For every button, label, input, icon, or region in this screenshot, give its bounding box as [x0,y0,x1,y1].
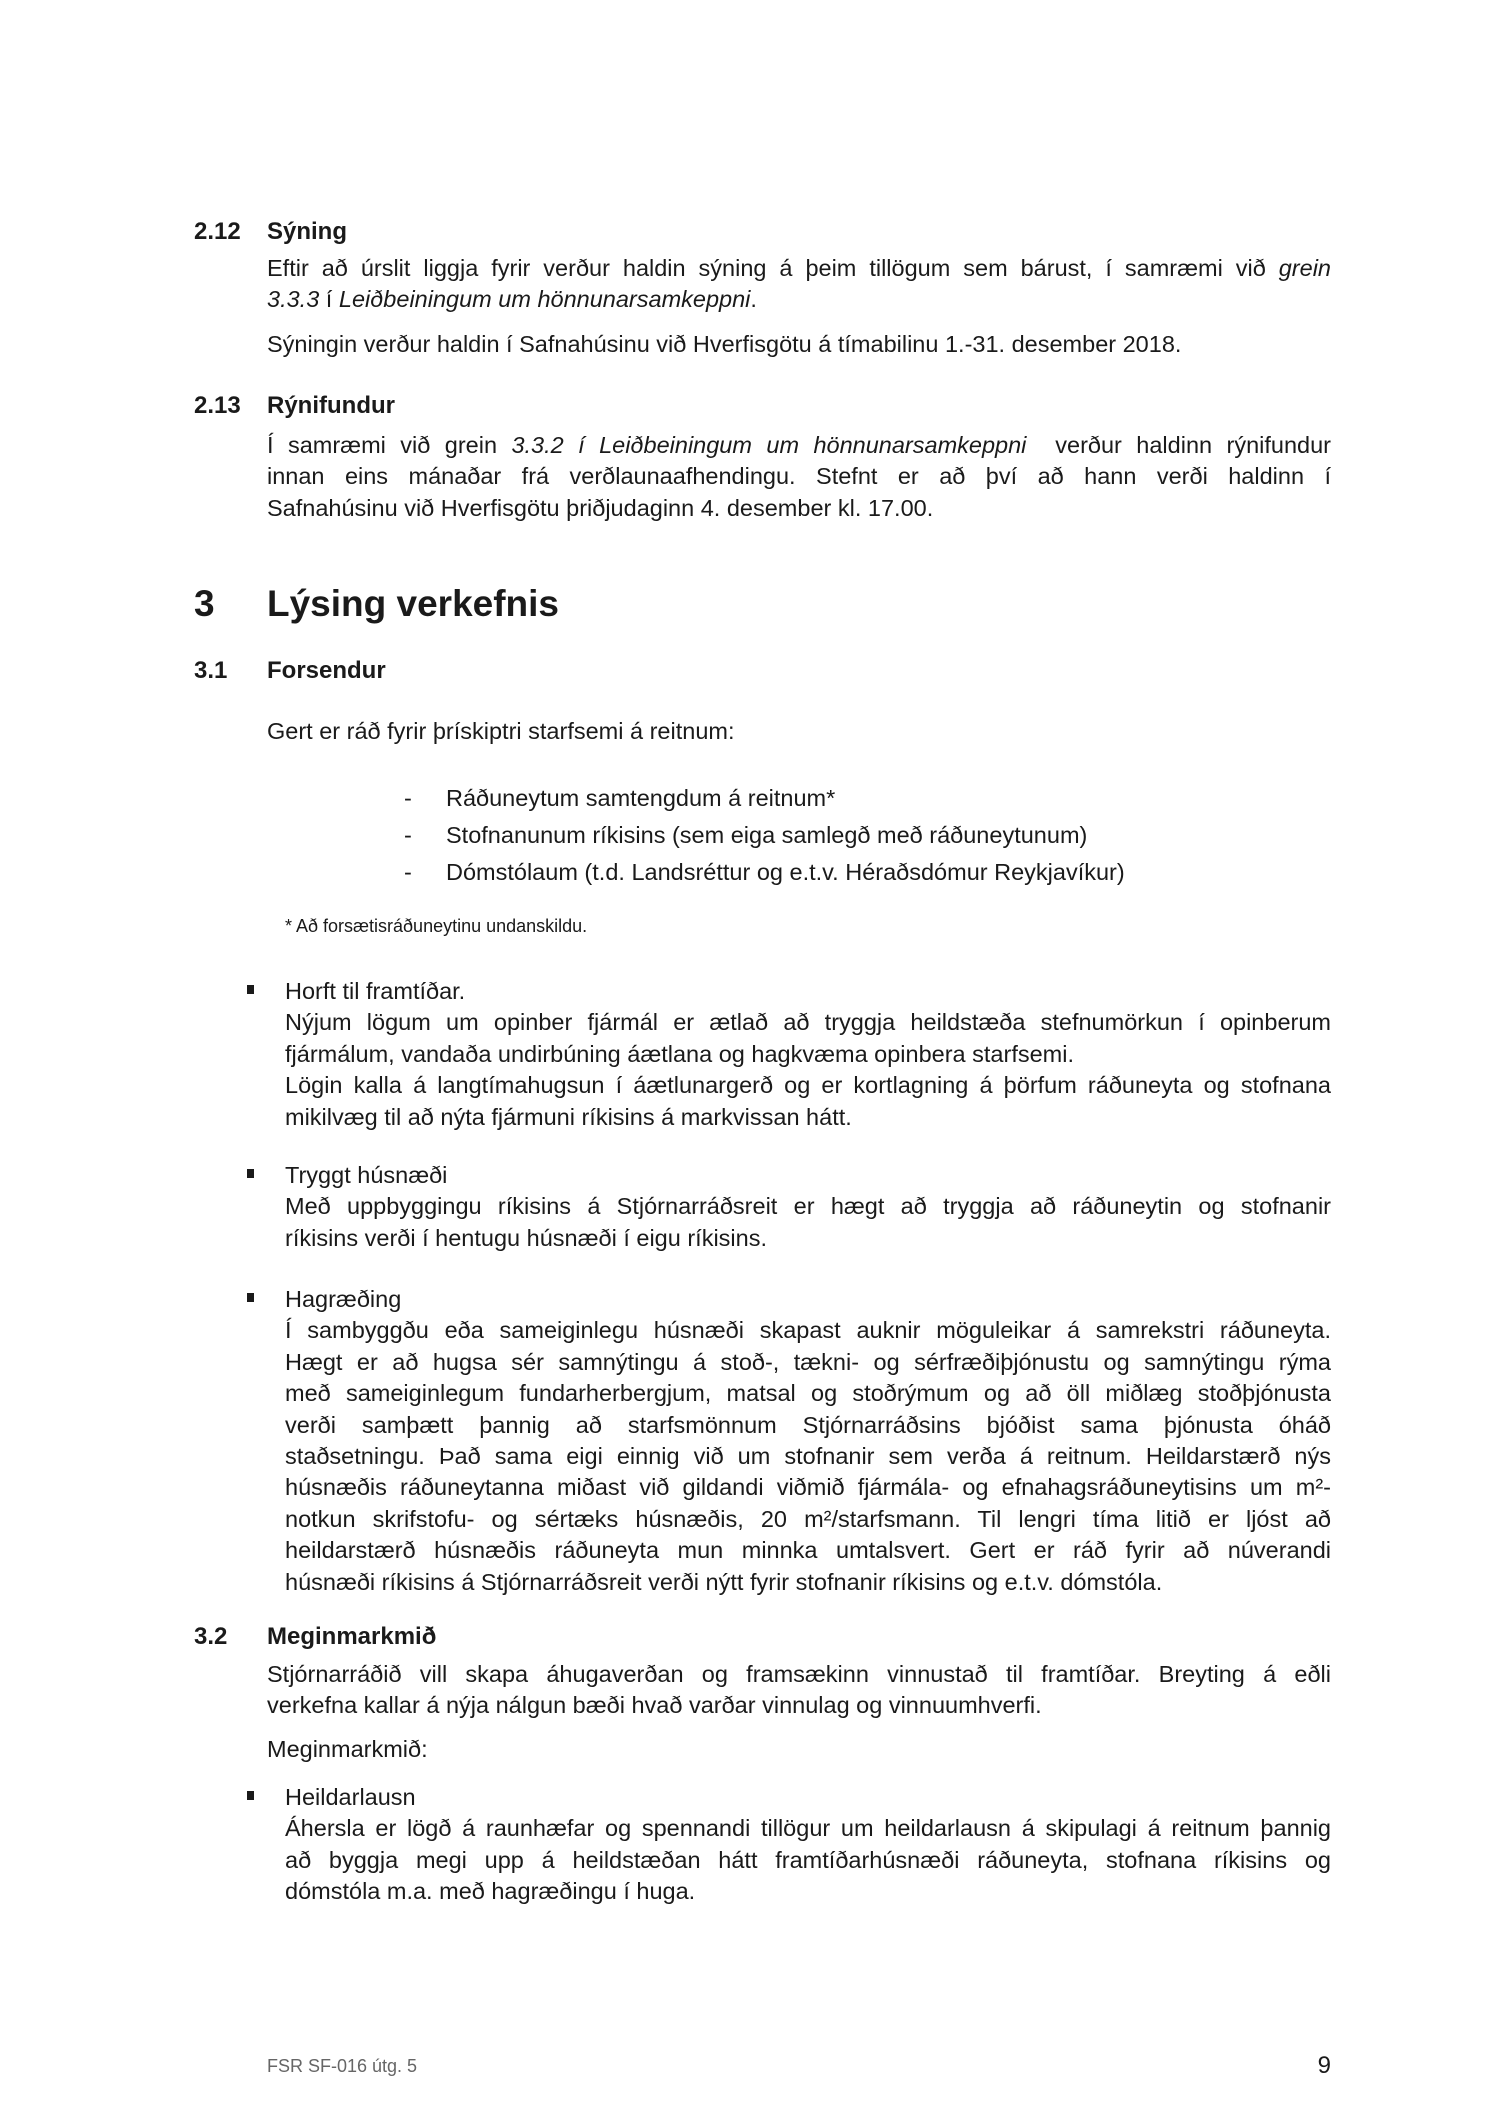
square-bullet-icon [247,1791,254,1800]
text-line [285,1102,1331,1133]
text-line [285,1160,1331,1191]
paragraph [267,1734,1331,1765]
text: verði samþætt þannig að starfsmönnum Stjórnarráðsins bjóðist sama þjónusta óháð [285,1411,1331,1438]
paragraph [285,1813,1331,1907]
text: Hægt er að hugsa sér samnýtingu á stoð-, tækni- og sérfræðiþjónustu og samnýtingu rýma [285,1348,1331,1375]
section-number: 3.1 [194,657,228,684]
text-line [285,1284,1331,1315]
text: Heildarlausn [285,1784,416,1810]
text: Eftir að úrslit liggja fyrir verður haldin sýning á þeim tillögum sem bárust, í samræmi við [267,255,1279,281]
paragraph [267,716,1331,747]
paragraph [267,430,1331,524]
heading-2-13 [194,390,395,421]
text-line [285,1378,1331,1409]
text: Nýjum lögum um opinber fjármál er ætlað að tryggja heildstæða stefnumörkun í opinberum [285,1009,1331,1036]
text-line [267,461,1331,492]
text: innan eins mánaðar frá verðlaunaafhendingu. Stefnt er að því að hann verði haldinn í [267,463,1331,490]
italic-text: 3.3.3 [267,286,320,313]
dash-marker: - [404,859,412,885]
text: fjármálum, vandaða undirbúning áætlana og hagkvæma opinbera starfsemi. [285,1040,1075,1067]
text-line [267,430,1331,461]
list-item-text: Dómstólaum (t.d. Landsréttur og e.t.v. Héraðsdómur Reykjavíkur) [446,859,1125,885]
bullet-title [285,976,1331,1007]
text: heildarstærð húsnæðis ráðuneyta mun minnka umtalsvert. Gert er ráð fyrir að núverandi [285,1537,1331,1564]
text-line [285,1007,1331,1038]
text-line [285,1347,1331,1378]
section-number: 2.12 [194,218,241,245]
text-line [267,284,1331,315]
page-number: 9 [1317,2052,1331,2079]
text-line [267,329,1331,360]
italic-text: 3.3.2 í Leiðbeiningum um hönnunarsamkeppni [511,432,1027,458]
dash-marker: - [404,785,412,811]
text: Tryggt húsnæði [285,1162,448,1188]
paragraph [267,1659,1331,1722]
text-line [285,1813,1331,1844]
text: að byggja megi upp á heildstæðan hátt framtíðarhúsnæði ráðuneyta, stofnana ríkisins og [285,1846,1331,1873]
section-number: 2.13 [194,392,241,419]
italic-text: grein [1278,255,1331,281]
text: . [750,286,757,313]
text-line [267,716,1331,747]
section-title: Rýnifundur [267,392,395,419]
section-number: 3.2 [194,1623,228,1650]
text-line [267,493,1331,524]
bullet-item [285,976,1331,1133]
italic-text: Leiðbeiningum um hönnunarsamkeppni [338,286,751,313]
text-line [285,1782,1331,1813]
text-line [267,253,1331,284]
section-number: 3 [194,583,215,624]
dash-list-item [404,817,1088,854]
text: húsnæðis ráðuneytanna miðast við gildandi viðmið fjármála- og efnahagsráðuneytisins um m²- [285,1474,1331,1501]
paragraph [285,1315,1331,1598]
square-bullet-icon [247,985,254,994]
text-line [285,1472,1331,1503]
text: verður haldinn rýnifundur [1026,432,1331,458]
section-title: Sýning [267,218,348,245]
text-line [285,1410,1331,1441]
dash-list-item [404,854,1125,891]
text: notkun skrifstofu- og sértæks húsnæðis, 20 m²/starfsmann. Til lengri tíma litið er ljóst að [285,1505,1331,1532]
text: húsnæði ríkisins á Stjórnarráðsreit verði nýtt fyrir stofnanir ríkisins og e.t.v. dómstóla. [285,1568,1163,1595]
section-title: Meginmarkmið [267,1623,437,1650]
text-line [267,1659,1331,1690]
bullet-title [285,1782,1331,1813]
text: Horft til framtíðar. [285,978,466,1004]
square-bullet-icon [247,1293,254,1302]
text: Hagræðing [285,1286,402,1312]
text: Meginmarkmið: [267,1736,428,1762]
text: með sameiginlegum fundarherbergjum, matsal og stoðrýmum og að öll miðlæg stoðþjónusta [285,1380,1331,1407]
section-title: Forsendur [267,657,386,684]
text-line [267,1690,1331,1721]
text: Í sambyggðu eða sameiginlegu húsnæði skapast auknir möguleikar á samrekstri ráðuneyta. [285,1317,1331,1344]
text-line [267,1734,1331,1765]
text: Sýningin verður haldin í Safnahúsinu við Hverfisgötu á tímabilinu 1.-31. desember 2018. [267,331,1182,357]
text-line [285,1315,1331,1346]
text-line [285,1070,1331,1101]
text: Í samræmi við grein [267,432,512,458]
text-line [285,1441,1331,1472]
heading-3-2 [194,1621,437,1652]
text-line [285,1535,1331,1566]
list-item-text: Ráðuneytum samtengdum á reitnum* [446,785,836,811]
text: dómstóla m.a. með hagræðingu í huga. [285,1878,696,1905]
text-line [285,976,1331,1007]
bullet-title [285,1160,1331,1191]
square-bullet-icon [247,1169,254,1178]
bullet-item [285,1284,1331,1598]
paragraph [267,329,1331,360]
text-line [285,1567,1331,1598]
footnote: * Að forsætisráðuneytinu undanskildu. [285,916,588,936]
footer-doc-id: FSR SF-016 útg. 5 [267,2056,418,2076]
text-line [285,1223,1331,1254]
bullet-item [285,1782,1331,1908]
text-line [285,1039,1331,1070]
paragraph [285,1070,1331,1133]
paragraph [285,1191,1331,1254]
text-line [285,1191,1331,1222]
text: mikilvæg til að nýta fjármuni ríkisins á markvissan hátt. [285,1103,852,1130]
text-line [285,1504,1331,1535]
text: Lögin kalla á langtímahugsun í áætlunargerð og er kortlagning á þörfum ráðuneyta og stofnana [285,1072,1331,1099]
paragraph [285,1007,1331,1070]
text: Safnahúsinu við Hverfisgötu þriðjudaginn 4. desember kl. 17.00. [267,494,934,521]
text-line [285,1876,1331,1907]
text: staðsetningu. Það sama eigi einnig við um stofnanir sem verða á reitnum. Heildarstærð nýs [285,1443,1331,1470]
text: Með uppbyggingu ríkisins á Stjórnarráðsreit er hægt að tryggja að ráðuneytin og stofnanir [285,1193,1331,1220]
bullet-item [285,1160,1331,1254]
paragraph [267,253,1331,316]
text: Stjórnarráðið vill skapa áhugaverðan og framsækinn vinnustað til framtíðar. Breyting á eðli [267,1661,1331,1687]
text: Áhersla er lögð á raunhæfar og spennandi tillögur um heildarlausn á skipulagi á reitnum þannig [285,1815,1331,1842]
dash-marker: - [404,822,412,848]
text-line [285,1845,1331,1876]
heading-2-12 [194,216,348,247]
section-title: Lýsing verkefnis [267,583,560,624]
dash-list-item [404,780,836,817]
heading-3-1 [194,655,386,686]
text: Gert er ráð fyrir þrískiptri starfsemi á reitnum: [267,718,735,744]
text: í [319,286,339,313]
text: verkefna kallar á nýja nálgun bæði hvað varðar vinnulag og vinnuumhverfi. [267,1692,1042,1719]
text: ríkisins verði í hentugu húsnæði í eigu ríkisins. [285,1224,767,1251]
heading-3 [194,582,560,626]
list-item-text: Stofnanunum ríkisins (sem eiga samlegð með ráðuneytunum) [446,822,1088,848]
bullet-title [285,1284,1331,1315]
